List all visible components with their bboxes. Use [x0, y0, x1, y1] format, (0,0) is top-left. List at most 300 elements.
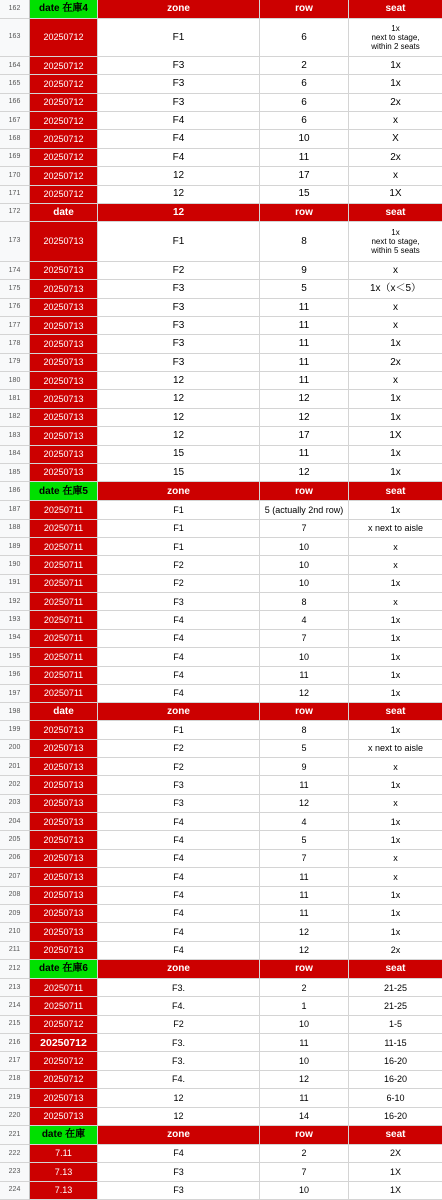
row-number-cell[interactable]: 165 [0, 75, 30, 93]
date-cell[interactable]: 20250713 [30, 721, 98, 739]
row-cell[interactable]: 12 [260, 685, 349, 703]
zone-cell[interactable]: zone [98, 703, 260, 721]
date-cell[interactable]: 20250711 [30, 630, 98, 648]
row-cell[interactable]: row [260, 204, 349, 222]
row-cell[interactable]: 12 [260, 409, 349, 427]
seat-cell[interactable]: x next to aisle [349, 520, 442, 538]
row-number-cell[interactable]: 196 [0, 667, 30, 685]
date-cell[interactable]: 20250712 [30, 19, 98, 57]
seat-cell[interactable]: 16-20 [349, 1071, 442, 1089]
seat-cell[interactable]: 2x [349, 94, 442, 112]
zone-cell[interactable]: zone [98, 482, 260, 501]
row-number-cell[interactable]: 167 [0, 112, 30, 130]
date-cell[interactable]: 20250713 [30, 850, 98, 868]
date-cell[interactable]: date [30, 204, 98, 222]
zone-cell[interactable]: zone [98, 0, 260, 19]
row-number-cell[interactable]: 195 [0, 648, 30, 666]
zone-cell[interactable]: F3 [98, 795, 260, 813]
row-cell[interactable]: 8 [260, 721, 349, 739]
row-cell[interactable]: 4 [260, 611, 349, 629]
date-cell[interactable]: 20250713 [30, 262, 98, 280]
date-cell[interactable]: 20250713 [30, 299, 98, 317]
row-number-cell[interactable]: 207 [0, 868, 30, 886]
seat-cell[interactable]: 1X [349, 1163, 442, 1181]
seat-cell[interactable]: x [349, 538, 442, 556]
date-cell[interactable]: 20250713 [30, 942, 98, 960]
row-cell[interactable]: row [260, 482, 349, 501]
date-cell[interactable]: 20250713 [30, 813, 98, 831]
seat-cell[interactable]: 1X [349, 1182, 442, 1200]
seat-cell[interactable]: 1x [349, 685, 442, 703]
date-cell[interactable]: 20250713 [30, 222, 98, 262]
row-number-cell[interactable]: 166 [0, 94, 30, 112]
date-cell[interactable]: date [30, 703, 98, 721]
row-cell[interactable]: 11 [260, 335, 349, 353]
date-cell[interactable]: 20250713 [30, 390, 98, 408]
row-cell[interactable]: row [260, 1126, 349, 1145]
zone-cell[interactable]: 12 [98, 1108, 260, 1126]
row-cell[interactable]: 12 [260, 795, 349, 813]
seat-cell[interactable]: 2x [349, 354, 442, 372]
zone-cell[interactable]: F2 [98, 740, 260, 758]
row-cell[interactable]: 7 [260, 1163, 349, 1181]
date-cell[interactable]: 20250713 [30, 776, 98, 794]
row-number-cell[interactable]: 221 [0, 1126, 30, 1145]
row-number-cell[interactable]: 178 [0, 335, 30, 353]
row-number-cell[interactable]: 182 [0, 409, 30, 427]
zone-cell[interactable]: F4 [98, 905, 260, 923]
zone-cell[interactable]: 12 [98, 186, 260, 204]
row-number-cell[interactable]: 179 [0, 354, 30, 372]
date-cell[interactable]: date 在庫 [30, 1126, 98, 1145]
date-cell[interactable]: 20250712 [30, 75, 98, 93]
date-cell[interactable]: 20250713 [30, 923, 98, 941]
zone-cell[interactable]: F3 [98, 776, 260, 794]
row-cell[interactable]: row [260, 0, 349, 19]
seat-cell[interactable]: x [349, 593, 442, 611]
seat-cell[interactable]: x [349, 372, 442, 390]
seat-cell[interactable]: 2X [349, 1145, 442, 1163]
seat-cell[interactable]: 16-20 [349, 1108, 442, 1126]
date-cell[interactable]: 20250713 [30, 740, 98, 758]
date-cell[interactable]: 20250712 [30, 94, 98, 112]
row-cell[interactable]: 11 [260, 354, 349, 372]
row-cell[interactable]: 10 [260, 575, 349, 593]
zone-cell[interactable]: F4 [98, 868, 260, 886]
seat-cell[interactable]: x [349, 299, 442, 317]
date-cell[interactable]: 7.13 [30, 1182, 98, 1200]
row-number-cell[interactable]: 211 [0, 942, 30, 960]
row-cell[interactable]: 5 (actually 2nd row) [260, 501, 349, 519]
seat-cell[interactable]: x [349, 167, 442, 185]
seat-cell[interactable]: seat [349, 204, 442, 222]
seat-cell[interactable]: 1x [349, 648, 442, 666]
seat-cell[interactable]: x next to aisle [349, 740, 442, 758]
row-cell[interactable]: 17 [260, 167, 349, 185]
row-number-cell[interactable]: 206 [0, 850, 30, 868]
zone-cell[interactable]: F3. [98, 1034, 260, 1052]
seat-cell[interactable]: seat [349, 703, 442, 721]
row-number-cell[interactable]: 162 [0, 0, 30, 19]
row-number-cell[interactable]: 214 [0, 997, 30, 1015]
zone-cell[interactable]: F3 [98, 75, 260, 93]
row-cell[interactable]: 2 [260, 979, 349, 997]
row-number-cell[interactable]: 210 [0, 923, 30, 941]
seat-cell[interactable]: 1x [349, 57, 442, 75]
row-number-cell[interactable]: 200 [0, 740, 30, 758]
zone-cell[interactable]: F2 [98, 262, 260, 280]
row-number-cell[interactable]: 193 [0, 611, 30, 629]
seat-cell[interactable]: x [349, 850, 442, 868]
row-number-cell[interactable]: 177 [0, 317, 30, 335]
row-cell[interactable]: 6 [260, 94, 349, 112]
date-cell[interactable]: 20250712 [30, 1052, 98, 1070]
zone-cell[interactable]: F1 [98, 501, 260, 519]
row-cell[interactable]: 6 [260, 112, 349, 130]
row-cell[interactable]: 12 [260, 923, 349, 941]
seat-cell[interactable]: seat [349, 1126, 442, 1145]
seat-cell[interactable]: 1x [349, 887, 442, 905]
zone-cell[interactable]: F3 [98, 299, 260, 317]
row-number-cell[interactable]: 170 [0, 167, 30, 185]
zone-cell[interactable]: 15 [98, 464, 260, 482]
row-cell[interactable]: 14 [260, 1108, 349, 1126]
row-number-cell[interactable]: 185 [0, 464, 30, 482]
row-cell[interactable]: 5 [260, 740, 349, 758]
zone-cell[interactable]: F4 [98, 831, 260, 849]
date-cell[interactable]: 20250713 [30, 317, 98, 335]
seat-cell[interactable]: 1x [349, 446, 442, 464]
zone-cell[interactable]: 12 [98, 409, 260, 427]
date-cell[interactable]: 20250711 [30, 575, 98, 593]
row-number-cell[interactable]: 217 [0, 1052, 30, 1070]
row-cell[interactable]: row [260, 960, 349, 979]
row-cell[interactable]: row [260, 703, 349, 721]
date-cell[interactable]: 20250711 [30, 997, 98, 1015]
row-cell[interactable]: 6 [260, 19, 349, 57]
zone-cell[interactable]: F3 [98, 335, 260, 353]
row-cell[interactable]: 9 [260, 758, 349, 776]
seat-cell[interactable]: 2x [349, 149, 442, 167]
row-number-cell[interactable]: 189 [0, 538, 30, 556]
row-number-cell[interactable]: 198 [0, 703, 30, 721]
row-number-cell[interactable]: 174 [0, 262, 30, 280]
row-number-cell[interactable]: 219 [0, 1089, 30, 1107]
row-number-cell[interactable]: 175 [0, 280, 30, 298]
row-number-cell[interactable]: 203 [0, 795, 30, 813]
zone-cell[interactable]: 12 [98, 167, 260, 185]
seat-cell[interactable]: 1x next to stage, within 2 seats [349, 19, 442, 57]
row-number-cell[interactable]: 212 [0, 960, 30, 979]
date-cell[interactable]: 20250712 [30, 1034, 98, 1052]
date-cell[interactable]: 20250712 [30, 149, 98, 167]
row-number-cell[interactable]: 208 [0, 887, 30, 905]
date-cell[interactable]: 20250711 [30, 593, 98, 611]
zone-cell[interactable]: 12 [98, 390, 260, 408]
date-cell[interactable]: 20250711 [30, 556, 98, 574]
zone-cell[interactable]: F2 [98, 556, 260, 574]
zone-cell[interactable]: 12 [98, 427, 260, 445]
row-number-cell[interactable]: 213 [0, 979, 30, 997]
row-cell[interactable]: 11 [260, 299, 349, 317]
row-cell[interactable]: 2 [260, 57, 349, 75]
seat-cell[interactable]: 1x [349, 667, 442, 685]
row-cell[interactable]: 11 [260, 868, 349, 886]
row-number-cell[interactable]: 191 [0, 575, 30, 593]
zone-cell[interactable]: F4 [98, 630, 260, 648]
date-cell[interactable]: 20250711 [30, 520, 98, 538]
row-cell[interactable]: 1 [260, 997, 349, 1015]
zone-cell[interactable]: F4 [98, 887, 260, 905]
date-cell[interactable]: 20250713 [30, 758, 98, 776]
row-cell[interactable]: 5 [260, 831, 349, 849]
row-cell[interactable]: 10 [260, 130, 349, 148]
date-cell[interactable]: 20250712 [30, 186, 98, 204]
date-cell[interactable]: 20250713 [30, 372, 98, 390]
zone-cell[interactable]: F1 [98, 222, 260, 262]
date-cell[interactable]: 20250711 [30, 685, 98, 703]
row-cell[interactable]: 11 [260, 372, 349, 390]
row-cell[interactable]: 11 [260, 446, 349, 464]
seat-cell[interactable]: 1x [349, 630, 442, 648]
zone-cell[interactable]: 15 [98, 446, 260, 464]
date-cell[interactable]: 20250713 [30, 795, 98, 813]
zone-cell[interactable]: 12 [98, 1089, 260, 1107]
date-cell[interactable]: 20250713 [30, 868, 98, 886]
zone-cell[interactable]: F3 [98, 593, 260, 611]
seat-cell[interactable]: X [349, 130, 442, 148]
zone-cell[interactable]: zone [98, 960, 260, 979]
seat-cell[interactable]: 1X [349, 427, 442, 445]
row-number-cell[interactable]: 218 [0, 1071, 30, 1089]
zone-cell[interactable]: F4 [98, 813, 260, 831]
date-cell[interactable]: 20250712 [30, 167, 98, 185]
seat-cell[interactable]: 21-25 [349, 979, 442, 997]
zone-cell[interactable]: F3 [98, 94, 260, 112]
zone-cell[interactable]: F3 [98, 280, 260, 298]
row-number-cell[interactable]: 204 [0, 813, 30, 831]
seat-cell[interactable]: 1x [349, 390, 442, 408]
row-cell[interactable]: 7 [260, 850, 349, 868]
zone-cell[interactable]: F1 [98, 538, 260, 556]
row-cell[interactable]: 11 [260, 317, 349, 335]
row-cell[interactable]: 12 [260, 390, 349, 408]
seat-cell[interactable]: x [349, 795, 442, 813]
row-number-cell[interactable]: 188 [0, 520, 30, 538]
row-number-cell[interactable]: 205 [0, 831, 30, 849]
seat-cell[interactable]: 1x [349, 575, 442, 593]
row-cell[interactable]: 6 [260, 75, 349, 93]
seat-cell[interactable]: 1x [349, 721, 442, 739]
seat-cell[interactable]: x [349, 556, 442, 574]
row-cell[interactable]: 11 [260, 887, 349, 905]
seat-cell[interactable]: 1x [349, 409, 442, 427]
row-cell[interactable]: 8 [260, 593, 349, 611]
date-cell[interactable]: 20250713 [30, 1089, 98, 1107]
zone-cell[interactable]: 12 [98, 372, 260, 390]
row-number-cell[interactable]: 223 [0, 1163, 30, 1181]
row-cell[interactable]: 15 [260, 186, 349, 204]
row-number-cell[interactable]: 168 [0, 130, 30, 148]
zone-cell[interactable]: F4 [98, 923, 260, 941]
row-cell[interactable]: 10 [260, 1182, 349, 1200]
zone-cell[interactable]: F3. [98, 1052, 260, 1070]
date-cell[interactable]: 20250713 [30, 335, 98, 353]
date-cell[interactable]: 20250713 [30, 354, 98, 372]
date-cell[interactable]: 20250713 [30, 427, 98, 445]
zone-cell[interactable]: F2 [98, 758, 260, 776]
row-number-cell[interactable]: 164 [0, 57, 30, 75]
date-cell[interactable]: date 在庫4 [30, 0, 98, 19]
zone-cell[interactable]: F1 [98, 520, 260, 538]
date-cell[interactable]: 7.13 [30, 1163, 98, 1181]
zone-cell[interactable]: F3. [98, 979, 260, 997]
seat-cell[interactable]: 1x [349, 776, 442, 794]
row-number-cell[interactable]: 169 [0, 149, 30, 167]
seat-cell[interactable]: seat [349, 482, 442, 501]
row-number-cell[interactable]: 171 [0, 186, 30, 204]
date-cell[interactable]: 20250713 [30, 446, 98, 464]
row-cell[interactable]: 7 [260, 630, 349, 648]
date-cell[interactable]: 20250712 [30, 130, 98, 148]
row-cell[interactable]: 10 [260, 556, 349, 574]
row-number-cell[interactable]: 184 [0, 446, 30, 464]
date-cell[interactable]: date 在庫6 [30, 960, 98, 979]
seat-cell[interactable]: 1x [349, 831, 442, 849]
row-number-cell[interactable]: 222 [0, 1145, 30, 1163]
row-number-cell[interactable]: 190 [0, 556, 30, 574]
date-cell[interactable]: 20250712 [30, 57, 98, 75]
row-number-cell[interactable]: 209 [0, 905, 30, 923]
date-cell[interactable]: 20250713 [30, 831, 98, 849]
row-number-cell[interactable]: 216 [0, 1034, 30, 1052]
row-cell[interactable]: 10 [260, 1052, 349, 1070]
row-cell[interactable]: 11 [260, 667, 349, 685]
row-cell[interactable]: 11 [260, 149, 349, 167]
row-number-cell[interactable]: 224 [0, 1182, 30, 1200]
row-number-cell[interactable]: 194 [0, 630, 30, 648]
date-cell[interactable]: 20250712 [30, 1016, 98, 1034]
date-cell[interactable]: 20250713 [30, 1108, 98, 1126]
zone-cell[interactable]: F4 [98, 942, 260, 960]
seat-cell[interactable]: x [349, 758, 442, 776]
seat-cell[interactable]: 1x [349, 813, 442, 831]
row-cell[interactable]: 12 [260, 942, 349, 960]
zone-cell[interactable]: zone [98, 1126, 260, 1145]
row-cell[interactable]: 9 [260, 262, 349, 280]
zone-cell[interactable]: F4 [98, 112, 260, 130]
seat-cell[interactable]: 6-10 [349, 1089, 442, 1107]
row-number-cell[interactable]: 180 [0, 372, 30, 390]
row-number-cell[interactable]: 173 [0, 222, 30, 262]
seat-cell[interactable]: 1x [349, 923, 442, 941]
date-cell[interactable]: date 在庫5 [30, 482, 98, 501]
row-cell[interactable]: 10 [260, 648, 349, 666]
seat-cell[interactable]: seat [349, 0, 442, 19]
seat-cell[interactable]: x [349, 317, 442, 335]
zone-cell[interactable]: F4 [98, 149, 260, 167]
row-number-cell[interactable]: 176 [0, 299, 30, 317]
row-number-cell[interactable]: 181 [0, 390, 30, 408]
seat-cell[interactable]: 1x [349, 335, 442, 353]
seat-cell[interactable]: 21-25 [349, 997, 442, 1015]
row-number-cell[interactable]: 197 [0, 685, 30, 703]
row-number-cell[interactable]: 172 [0, 204, 30, 222]
zone-cell[interactable]: F1 [98, 19, 260, 57]
date-cell[interactable]: 20250713 [30, 905, 98, 923]
zone-cell[interactable]: F3 [98, 1163, 260, 1181]
seat-cell[interactable]: 1X [349, 186, 442, 204]
row-number-cell[interactable]: 201 [0, 758, 30, 776]
date-cell[interactable]: 20250711 [30, 667, 98, 685]
zone-cell[interactable]: F4. [98, 1071, 260, 1089]
row-number-cell[interactable]: 199 [0, 721, 30, 739]
row-cell[interactable]: 5 [260, 280, 349, 298]
row-cell[interactable]: 12 [260, 1071, 349, 1089]
row-number-cell[interactable]: 186 [0, 482, 30, 501]
seat-cell[interactable]: 1x [349, 501, 442, 519]
row-number-cell[interactable]: 187 [0, 501, 30, 519]
seat-cell[interactable]: 1x（x＜5） [349, 280, 442, 298]
zone-cell[interactable]: F4 [98, 667, 260, 685]
zone-cell[interactable]: F3 [98, 317, 260, 335]
seat-cell[interactable]: x [349, 112, 442, 130]
date-cell[interactable]: 20250711 [30, 501, 98, 519]
row-cell[interactable]: 4 [260, 813, 349, 831]
date-cell[interactable]: 20250711 [30, 979, 98, 997]
zone-cell[interactable]: 12 [98, 204, 260, 222]
zone-cell[interactable]: F4 [98, 685, 260, 703]
date-cell[interactable]: 20250711 [30, 648, 98, 666]
zone-cell[interactable]: F3 [98, 354, 260, 372]
date-cell[interactable]: 20250713 [30, 887, 98, 905]
seat-cell[interactable]: 11-15 [349, 1034, 442, 1052]
zone-cell[interactable]: F4 [98, 850, 260, 868]
seat-cell[interactable]: x [349, 262, 442, 280]
zone-cell[interactable]: F4 [98, 611, 260, 629]
zone-cell[interactable]: F1 [98, 721, 260, 739]
zone-cell[interactable]: F4 [98, 130, 260, 148]
row-cell[interactable]: 10 [260, 1016, 349, 1034]
seat-cell[interactable]: 2x [349, 942, 442, 960]
seat-cell[interactable]: 1-5 [349, 1016, 442, 1034]
zone-cell[interactable]: F3 [98, 57, 260, 75]
row-number-cell[interactable]: 192 [0, 593, 30, 611]
date-cell[interactable]: 20250712 [30, 1071, 98, 1089]
seat-cell[interactable]: 1x [349, 464, 442, 482]
seat-cell[interactable]: 1x next to stage, within 5 seats [349, 222, 442, 262]
row-cell[interactable]: 11 [260, 905, 349, 923]
date-cell[interactable]: 20250713 [30, 464, 98, 482]
row-number-cell[interactable]: 163 [0, 19, 30, 57]
seat-cell[interactable]: 1x [349, 905, 442, 923]
row-cell[interactable]: 10 [260, 538, 349, 556]
date-cell[interactable]: 7.11 [30, 1145, 98, 1163]
row-cell[interactable]: 8 [260, 222, 349, 262]
row-cell[interactable]: 17 [260, 427, 349, 445]
zone-cell[interactable]: F3 [98, 1182, 260, 1200]
zone-cell[interactable]: F4 [98, 648, 260, 666]
date-cell[interactable]: 20250713 [30, 280, 98, 298]
row-number-cell[interactable]: 220 [0, 1108, 30, 1126]
zone-cell[interactable]: F2 [98, 1016, 260, 1034]
date-cell[interactable]: 20250712 [30, 112, 98, 130]
row-number-cell[interactable]: 202 [0, 776, 30, 794]
seat-cell[interactable]: x [349, 868, 442, 886]
date-cell[interactable]: 20250713 [30, 409, 98, 427]
date-cell[interactable]: 20250711 [30, 538, 98, 556]
seat-cell[interactable]: 1x [349, 75, 442, 93]
